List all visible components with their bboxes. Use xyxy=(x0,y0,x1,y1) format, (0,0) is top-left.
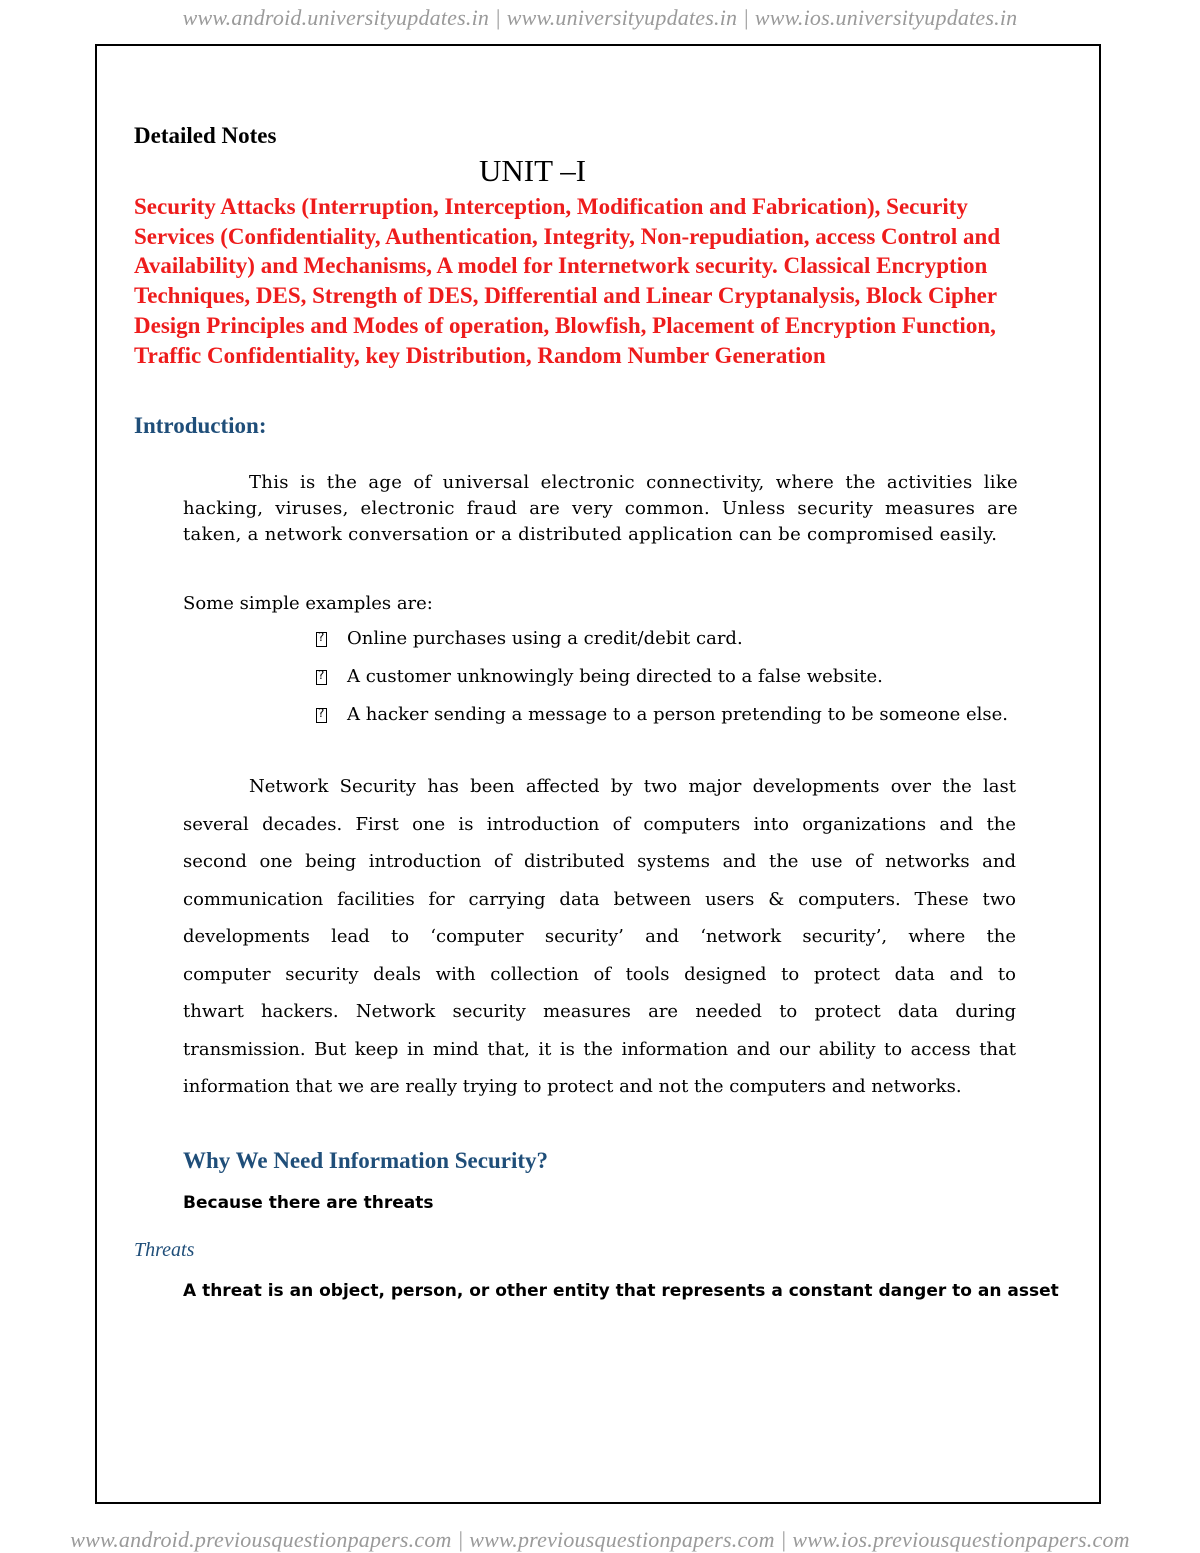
examples-list xyxy=(316,628,1008,742)
list-item xyxy=(316,666,1008,704)
detailed-notes-title: Detailed Notes xyxy=(134,123,277,148)
syllabus-line: Design Principles and Modes of operation, Blowfish, Placement of Encryption Function, xyxy=(134,312,996,338)
threats-heading: Threats xyxy=(134,1239,195,1261)
syllabus-line: Techniques, DES, Strength of DES, Differential and Linear Cryptanalysis, Block Cipher xyxy=(134,283,998,309)
unit-heading: UNIT –I xyxy=(478,153,587,188)
list-item-text: A customer unknowingly being directed to a false website. xyxy=(347,666,883,687)
bullet-icon xyxy=(316,670,327,685)
paragraph-line: Network Security has been affected by two major developments over the last xyxy=(249,776,1016,797)
why-security-heading: Why We Need Information Security? xyxy=(183,1148,549,1173)
examples-intro: Some simple examples are: xyxy=(183,593,433,614)
syllabus-line: Security Attacks (Interruption, Interception, Modification and Fabrication), Security xyxy=(134,194,968,219)
paragraph-line: developments lead to ‘computer security’ and ‘network security’, where the xyxy=(183,926,1016,947)
paragraph-line: transmission. But keep in mind that, it is the information and our ability to access that xyxy=(183,1038,1016,1060)
because-text: Because there are threats xyxy=(183,1193,434,1213)
paragraph-line: information that we are really trying to protect and not the computers and networks. xyxy=(183,1076,962,1097)
bottom-watermark: www.android.previousquestionpapers.com | www.previousquestionpapers.com | www.ios.previousquestionpapers.com xyxy=(70,1527,1130,1552)
list-item-text: A hacker sending a message to a person pretending to be someone else. xyxy=(347,704,1008,725)
list-item xyxy=(316,704,1008,742)
paragraph-line: hacking, viruses, electronic fraud are very common. Unless security measures are xyxy=(183,498,1018,519)
introduction-heading: Introduction: xyxy=(134,413,267,438)
list-item-text: Online purchases using a credit/debit card. xyxy=(347,628,743,649)
paragraph-line: taken, a network conversation or a distributed application can be compromised easily. xyxy=(183,524,998,545)
syllabus-topics xyxy=(134,192,1064,370)
top-watermark: www.android.universityupdates.in | www.universityupdates.in | www.ios.universityupdates.in xyxy=(182,5,1018,30)
threat-definition: A threat is an object, person, or other entity that represents a constant danger to an asset xyxy=(183,1281,1059,1301)
bullet-icon xyxy=(316,632,327,647)
paragraph-line: This is the age of universal electronic connectivity, where the activities like xyxy=(249,472,1018,493)
paragraph-line: communication facilities for carrying data between users & computers. These two xyxy=(183,888,1016,910)
syllabus-line: Services (Confidentiality, Authentication, Integrity, Non-repudiation, access Control and xyxy=(134,223,1001,249)
paragraph-line: second one being introduction of distributed systems and the use of networks and xyxy=(183,851,1016,872)
syllabus-line: Availability) and Mechanisms, A model for Internetwork security. Classical Encryption xyxy=(134,253,988,279)
network-security-paragraph xyxy=(183,768,1016,1106)
syllabus-line: Traffic Confidentiality, key Distribution, Random Number Generation xyxy=(134,342,826,368)
list-item xyxy=(316,628,1008,666)
paragraph-line: thwart hackers. Network security measures are needed to protect data during xyxy=(183,1001,1016,1022)
paragraph-line: computer security deals with collection of tools designed to protect data and to xyxy=(183,963,1016,985)
paragraph-line: several decades. First one is introduction of computers into organizations and the xyxy=(183,813,1016,835)
introduction-paragraph xyxy=(183,470,1018,548)
bullet-icon xyxy=(316,708,327,723)
